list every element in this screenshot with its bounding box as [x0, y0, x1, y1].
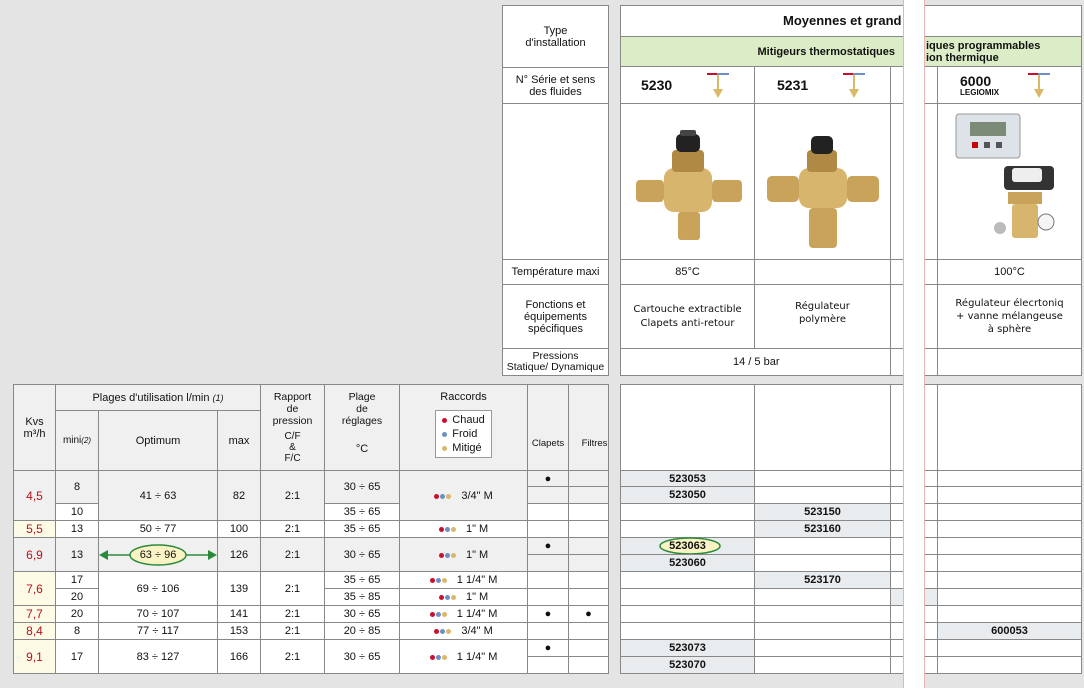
clapet-cell	[527, 571, 569, 589]
plage-cell: 35 ÷ 65	[324, 503, 400, 521]
code-empty	[620, 520, 755, 538]
raccord-cell: 1 1/4" M	[399, 639, 528, 674]
rapport-cell: 2:1	[260, 520, 325, 538]
clapet-cell: ●	[527, 605, 569, 623]
plage-cell: 30 ÷ 65	[324, 470, 400, 504]
thermostatic-mixer-image	[628, 112, 748, 252]
filtre-cell	[568, 486, 609, 504]
fonctions-5231: Régulateur polymère	[754, 284, 891, 349]
mini-cell: 8	[55, 622, 99, 640]
max-cell: 126	[217, 537, 261, 572]
code-empty	[937, 503, 1082, 521]
rapport-cell: 2:1	[260, 639, 325, 674]
optimum-cell: 83 ÷ 127	[98, 639, 218, 674]
code-empty	[937, 470, 1082, 487]
legiomix-controller-image	[942, 108, 1078, 256]
code-empty	[754, 639, 891, 657]
code-empty	[620, 571, 755, 589]
code-empty	[754, 554, 891, 572]
kvs-cell: 4,5	[13, 470, 56, 521]
image-5231	[754, 103, 891, 260]
rapport-cell: 2:1	[260, 571, 325, 606]
kvs-cell: 6,9	[13, 537, 56, 572]
mini-cell: 10	[55, 503, 99, 521]
product-code-5231: 523150	[754, 503, 891, 521]
code-empty	[754, 622, 891, 640]
clapet-cell	[527, 503, 569, 521]
plages-header: Plages d'utilisation l/min (1)	[55, 384, 261, 411]
pression-6000	[937, 348, 1082, 376]
flow-arrow-icon	[841, 71, 869, 101]
clapet-cell	[527, 520, 569, 538]
kvs-cell: 5,5	[13, 520, 56, 538]
plage-cell: 35 ÷ 65	[324, 520, 400, 538]
pression-label: Pressions Statique/ Dynamique	[502, 348, 609, 376]
mini-header: mini (2)	[55, 410, 99, 471]
product-code-5230: 523050	[620, 486, 755, 504]
model-6000: 6000 LEGIOMIX	[937, 66, 1082, 104]
filtre-cell	[568, 520, 609, 538]
filtre-cell	[568, 537, 609, 555]
code-empty	[937, 554, 1082, 572]
plage-cell: 30 ÷ 65	[324, 639, 400, 674]
model-5230: 5230	[620, 66, 755, 104]
pression-value: 14 / 5 bar	[620, 348, 891, 376]
raccord-cell: 1" M	[399, 588, 528, 606]
fonctions-label: Fonctions et équipements spécifiques	[502, 284, 609, 349]
max-cell: 100	[217, 520, 261, 538]
code-empty	[620, 588, 755, 606]
product-code-5231: 523160	[754, 520, 891, 538]
code-empty	[754, 537, 891, 555]
rapport-cell: 2:1	[260, 537, 325, 572]
product-code-5231: 523170	[754, 571, 891, 589]
filtre-cell	[568, 503, 609, 521]
code-empty	[937, 588, 1082, 606]
kvs-cell: 7,7	[13, 605, 56, 623]
raccord-cell: 1" M	[399, 537, 528, 572]
clapet-cell	[527, 486, 569, 504]
plage-cell: 35 ÷ 85	[324, 588, 400, 606]
mini-cell: 13	[55, 520, 99, 538]
image-6000	[937, 103, 1082, 260]
mini-cell: 13	[55, 537, 99, 572]
mini-cell: 17	[55, 571, 99, 589]
category-header: Moyennes et grand	[620, 5, 1082, 37]
filtre-cell	[568, 622, 609, 640]
optimum-cell: 77 ÷ 117	[98, 622, 218, 640]
optimum-cell: 69 ÷ 106	[98, 571, 218, 606]
codes-header-blank	[754, 384, 891, 471]
code-empty	[754, 470, 891, 487]
clapet-cell: ●	[527, 470, 569, 487]
mini-cell: 20	[55, 588, 99, 606]
raccord-cell: 1" M	[399, 520, 528, 538]
plage-cell: 30 ÷ 65	[324, 537, 400, 572]
code-empty	[754, 588, 891, 606]
rapport-header: Rapport de pression C/F & F/C	[260, 384, 325, 471]
codes-header-blank	[620, 384, 755, 471]
kvs-cell: 7,6	[13, 571, 56, 606]
filtre-cell	[568, 656, 609, 674]
optimum-cell: 41 ÷ 63	[98, 470, 218, 521]
raccords-header: Raccords Chaud Froid Mitigé	[399, 384, 528, 471]
code-empty	[620, 622, 755, 640]
code-empty	[937, 639, 1082, 657]
fonctions-5230: Cartouche extractible Clapets anti-retour	[620, 284, 755, 349]
code-empty	[937, 605, 1082, 623]
temp-5231	[754, 259, 891, 285]
clapet-cell	[527, 588, 569, 606]
max-cell: 141	[217, 605, 261, 623]
optimum-cell: 63 ÷ 96	[98, 537, 218, 572]
product-code-5230: 523053	[620, 470, 755, 487]
max-cell: 166	[217, 639, 261, 674]
flow-arrow-icon	[705, 71, 733, 101]
product-code-5230: 523060	[620, 554, 755, 572]
kvs-cell: 8,4	[13, 622, 56, 640]
filtre-cell	[568, 470, 609, 487]
max-header: max	[217, 410, 261, 471]
rapport-cell: 2:1	[260, 470, 325, 521]
raccord-cell: 3/4" M	[399, 470, 528, 521]
filtre-cell	[568, 588, 609, 606]
temp-5230: 85°C	[620, 259, 755, 285]
filtre-cell: ●	[568, 605, 609, 623]
filtre-cell	[568, 554, 609, 572]
clapet-cell	[527, 554, 569, 572]
clapet-cell: ●	[527, 639, 569, 657]
product-code-5230: 523073	[620, 639, 755, 657]
temp-label: Température maxi	[502, 259, 609, 285]
codes-header-blank	[937, 384, 1082, 471]
code-empty	[754, 656, 891, 674]
thermostatic-mixer-image	[761, 112, 885, 252]
filtres-header: Filtres	[568, 384, 609, 471]
image-5230	[620, 103, 755, 260]
optimum-header: Optimum	[98, 410, 218, 471]
sub-header-programmables: iques programmables ion thermique	[911, 36, 1082, 67]
code-empty	[937, 486, 1082, 504]
code-empty	[937, 656, 1082, 674]
temp-6000: 100°C	[937, 259, 1082, 285]
filtre-cell	[568, 639, 609, 657]
clapet-cell	[527, 622, 569, 640]
plage-reglage-header: Plage de réglages °C	[324, 384, 400, 471]
clapet-cell	[527, 656, 569, 674]
optimum-cell: 50 ÷ 77	[98, 520, 218, 538]
raccords-legend: Chaud Froid Mitigé	[435, 410, 491, 458]
plage-cell: 20 ÷ 85	[324, 622, 400, 640]
mini-cell: 17	[55, 639, 99, 674]
code-empty	[620, 503, 755, 521]
serie-label: N° Série et sens des fluides	[502, 67, 609, 104]
image-label-blank	[502, 103, 609, 260]
raccord-cell: 3/4" M	[399, 622, 528, 640]
max-cell: 153	[217, 622, 261, 640]
code-empty	[620, 605, 755, 623]
code-empty	[754, 605, 891, 623]
type-installation-label: Type d'installation	[502, 5, 609, 68]
kvs-header: Kvs m³/h	[13, 384, 56, 471]
raccord-cell: 1 1/4" M	[399, 571, 528, 589]
code-empty	[937, 571, 1082, 589]
rapport-cell: 2:1	[260, 605, 325, 623]
mini-cell: 8	[55, 470, 99, 504]
clapets-header: Clapets	[527, 384, 569, 471]
kvs-cell: 9,1	[13, 639, 56, 674]
flow-arrow-icon	[1026, 71, 1054, 101]
page-fold-strip	[903, 0, 925, 688]
plage-cell: 30 ÷ 65	[324, 605, 400, 623]
product-code-5230-highlight: 523063	[620, 537, 755, 555]
plage-cell: 35 ÷ 65	[324, 571, 400, 589]
product-code-6000: 600053	[937, 622, 1082, 640]
rapport-cell: 2:1	[260, 622, 325, 640]
sub-header-thermostatiques: Mitigeurs thermostatiques	[620, 36, 912, 67]
max-cell: 82	[217, 470, 261, 521]
code-empty	[937, 537, 1082, 555]
filtre-cell	[568, 571, 609, 589]
mini-cell: 20	[55, 605, 99, 623]
optimum-cell: 70 ÷ 107	[98, 605, 218, 623]
product-code-5230: 523070	[620, 656, 755, 674]
model-5231: 5231	[754, 66, 891, 104]
code-empty	[754, 486, 891, 504]
max-cell: 139	[217, 571, 261, 606]
raccord-cell: 1 1/4" M	[399, 605, 528, 623]
code-empty	[937, 520, 1082, 538]
fonctions-6000: Régulateur élecrtoniq + vanne mélangeuse à sphère	[937, 284, 1082, 349]
clapet-cell: ●	[527, 537, 569, 555]
